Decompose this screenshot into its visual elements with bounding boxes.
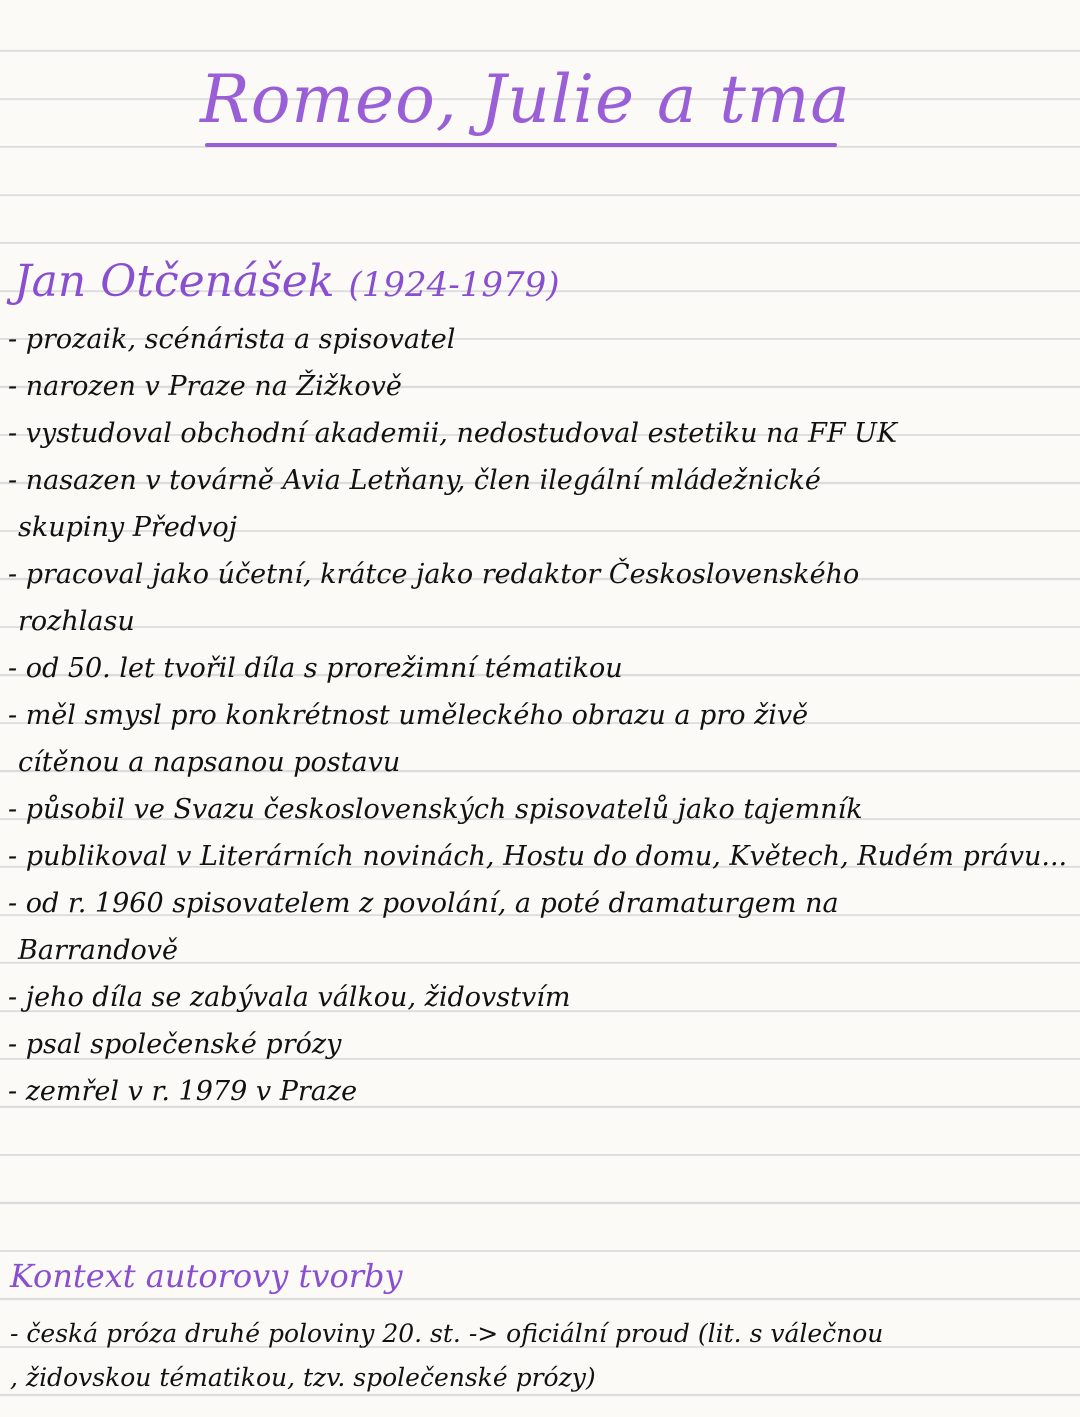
note-line: - od r. 1960 spisovatelem z povolání, a poté dramaturgem na [8,888,839,919]
context-notes-list [10,1312,1076,1400]
note-line: - jeho díla se zabývala válkou, židovstvím [8,982,571,1013]
note-line: - pracoval jako účetní, krátce jako redaktor Československého [8,559,860,590]
author-years: (1924-1979) [348,265,560,305]
note-line: - působil ve Svazu československých spisovatelů jako tajemník [8,794,863,825]
context-line: - česká próza druhé poloviny 20. st. -> oficiální proud (lit. s válečnou [10,1319,884,1348]
note-line: - vystudoval obchodní akademii, nedostudoval estetiku na FF UK [8,418,898,449]
note-line: cítěnou a napsanou postavu [18,747,401,778]
note-line: skupiny Předvoj [18,512,237,543]
author-notes-list [8,316,1076,1115]
note-line: - publikoval v Literárních novinách, Hostu do domu, Květech, Rudém právu... [8,841,1068,872]
note-line: - měl smysl pro konkrétnost uměleckého obrazu a pro živě [8,700,809,731]
context-heading: Kontext autorovy tvorby [10,1257,403,1295]
note-line: - od 50. let tvořil díla s prorežimní tématikou [8,653,623,684]
note-line: - psal společenské prózy [8,1029,342,1060]
page-title: Romeo, Julie a tma [200,61,851,138]
note-line: - narozen v Praze na Žižkově [8,371,402,402]
context-line: , židovskou tématikou, tzv. společenské prózy) [10,1363,596,1392]
author-name: Jan Otčenášek [14,256,335,307]
note-line: rozhlasu [18,606,135,637]
note-line: Barrandově [18,935,179,966]
note-line: - zemřel v r. 1979 v Praze [8,1076,358,1107]
note-line: - prozaik, scénárista a spisovatel [8,324,456,355]
author-heading [14,252,560,321]
note-line: - nasazen v továrně Avia Letňany, člen ilegální mládežnické [8,465,821,496]
title-underline [205,143,837,147]
